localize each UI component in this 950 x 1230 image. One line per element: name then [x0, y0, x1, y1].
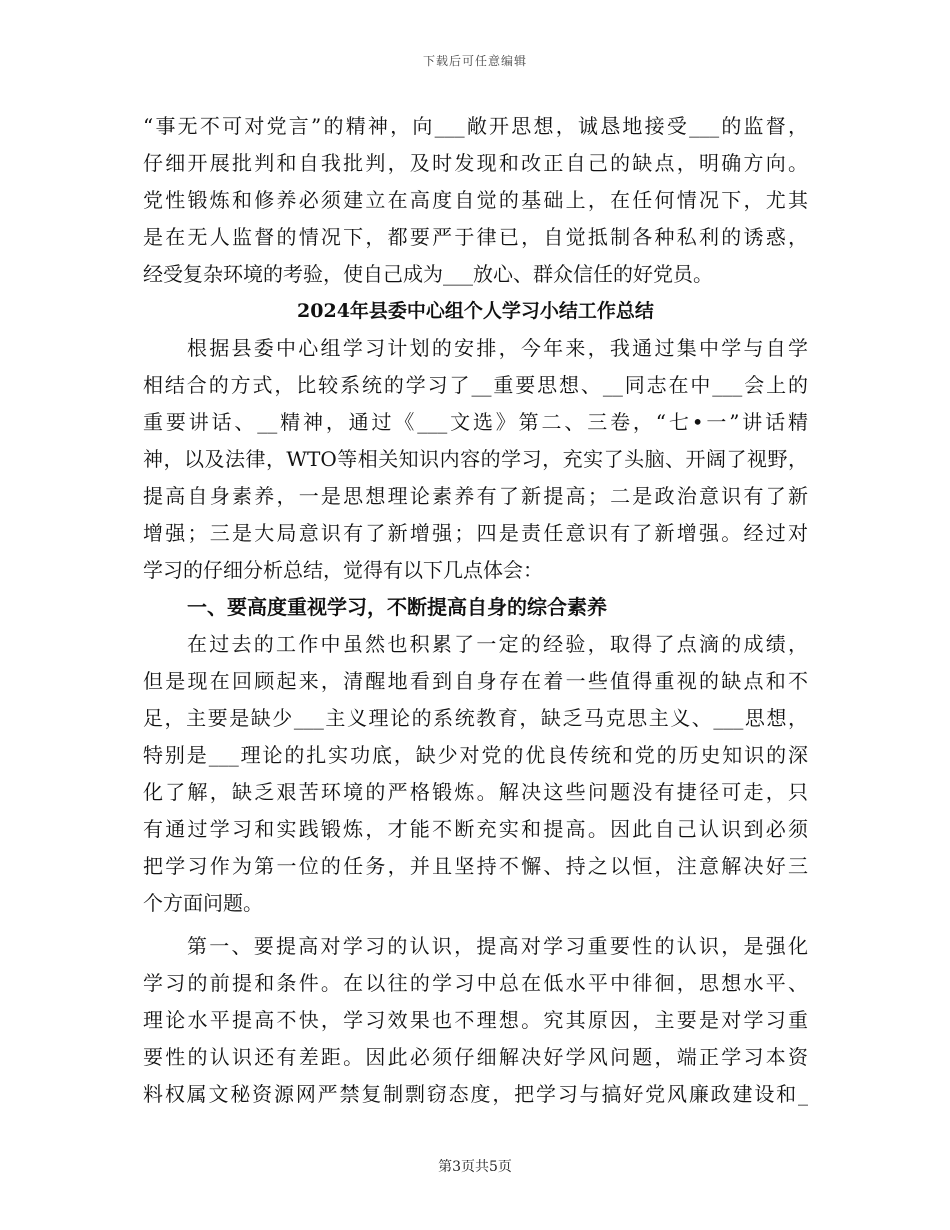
body-line: 党性锻炼和修养必须建立在高度自觉的基础上，在任何情况下，尤其 — [143, 188, 808, 212]
body-line: 根据县委中心组学习计划的安排，今年来，我通过集中学与自学 — [187, 336, 808, 360]
body-line: 足，主要是缺少___主义理论的系统教育，缺乏马克思主义、___思想， — [143, 706, 808, 730]
body-line: 但是现在回顾起来，清醒地看到自身存在着一些值得重视的缺点和不 — [143, 669, 808, 693]
body-line: 第一、要提高对学习的认识，提高对学习重要性的认识，是强化 — [187, 934, 808, 958]
page-header: 下载后可任意编辑 — [422, 54, 527, 68]
body-line: 神，以及法律，WTO等相关知识内容的学习，充实了头脑、开阔了视野， — [143, 447, 808, 471]
body-line: 学习的仔细分析总结，觉得有以下几点体会： — [143, 558, 543, 582]
body-line: 个方面问题。 — [143, 891, 263, 915]
body-line: 学习的前提和条件。在以往的学习中总在低水平中徘徊，思想水平、 — [143, 971, 808, 995]
document-title: 2024年县委中心组个人学习小结工作总结 — [297, 300, 654, 322]
body-line: 特别是___理论的扎实功底，缺少对党的优良传统和党的历史知识的深 — [143, 743, 808, 767]
body-line: “事无不可对党言”的精神，向___敞开思想，诚恳地接受___的监督， — [143, 114, 808, 138]
body-line: 有通过学习和实践锻炼，才能不断充实和提高。因此自己认识到必须 — [143, 817, 808, 841]
body-line: 料权属文秘资源网严禁复制剽窃态度，把学习与搞好党风廉政建设和_ — [143, 1082, 808, 1106]
body-line: 在过去的工作中虽然也积累了一定的经验，取得了点滴的成绩， — [187, 632, 808, 656]
body-line: 经受复杂环境的考验，使自己成为___放心、群众信任的好党员。 — [143, 262, 713, 286]
body-line: 仔细开展批判和自我批判，及时发现和改正自己的缺点，明确方向。 — [143, 151, 808, 175]
body-line: 相结合的方式，比较系统的学习了__重要思想、__同志在中___会上的 — [143, 373, 808, 397]
body-line: 是在无人监督的情况下，都要严于律已，自觉抵制各种私利的诱惑， — [143, 225, 808, 249]
section-heading: 一、要高度重视学习，不断提高自身的综合素养 — [187, 595, 607, 619]
body-line: 把学习作为第一位的任务，并且坚持不懈、持之以恒，注意解决好三 — [143, 854, 808, 878]
body-line: 要性的认识还有差距。因此必须仔细解决好学风问题，端正学习本资 — [143, 1045, 808, 1069]
body-line: 化了解，缺乏艰苦环境的严格锻炼。解决这些问题没有捷径可走，只 — [143, 780, 808, 804]
body-line: 提高自身素养，一是思想理论素养有了新提高；二是政治意识有了新 — [143, 484, 808, 508]
document-body — [143, 108, 808, 1113]
page-footer: 第3页共5页 — [438, 1159, 512, 1175]
body-line: 增强；三是大局意识有了新增强；四是责任意识有了新增强。经过对 — [143, 521, 808, 545]
body-line: 重要讲话、__精神，通过《___文选》第二、三卷，“七•一”讲话精 — [143, 410, 808, 434]
body-line: 理论水平提高不快，学习效果也不理想。究其原因，主要是对学习重 — [143, 1008, 808, 1032]
